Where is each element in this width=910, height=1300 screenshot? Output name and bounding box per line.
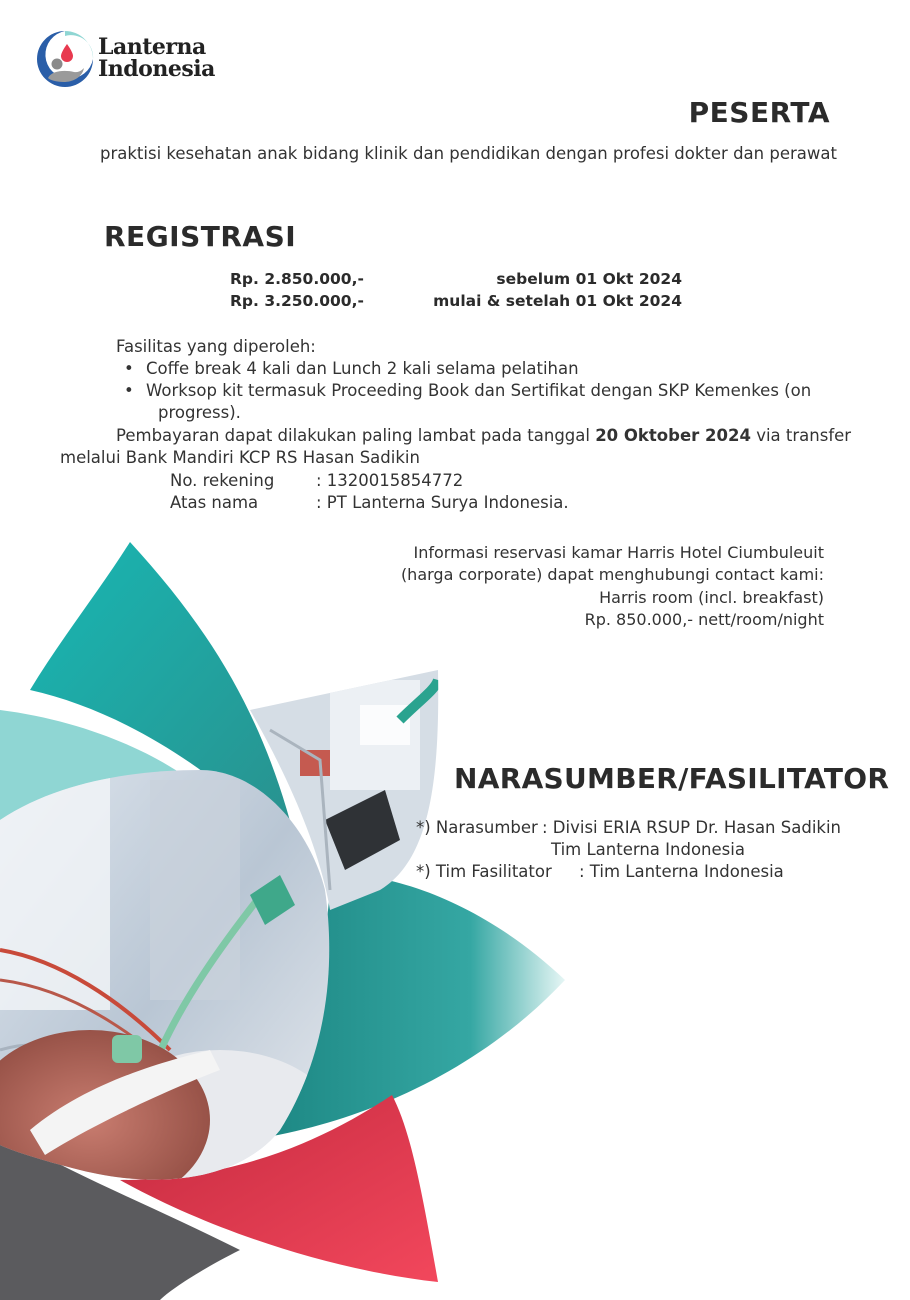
account-name-value: : PT Lanterna Surya Indonesia. (316, 493, 569, 512)
account-value: : 1320015854772 (316, 471, 464, 490)
account-label: No. rekening (170, 471, 275, 490)
speaker-value-1: : Divisi ERIA RSUP Dr. Hasan Sadikin (542, 818, 841, 837)
lanterna-logo-icon (34, 28, 96, 90)
decorative-flower-graphic (0, 530, 600, 1300)
facilitator-value: : Tim Lanterna Indonesia (579, 862, 784, 881)
payment-line-2: melalui Bank Mandiri KCP RS Hasan Sadikin (60, 448, 420, 467)
payment-prefix: Pembayaran dapat dilakukan paling lambat pada tanggal (116, 426, 596, 445)
speaker-label: *) Narasumber (416, 818, 538, 837)
bullet-icon: • (124, 359, 134, 378)
hotel-info-line-3: Harris room (incl. breakfast) (599, 588, 824, 607)
logo-wordmark (98, 36, 215, 80)
price-amount-1: Rp. 2.850.000,- (230, 270, 364, 288)
registrasi-title: REGISTRASI (104, 220, 297, 253)
price-condition-2: mulai & setelah 01 Okt 2024 (433, 292, 682, 310)
facility-item-2-continued: progress). (158, 403, 241, 422)
facility-item-2: Worksop kit termasuk Proceeding Book dan Sertifikat dengan SKP Kemenkes (on (146, 381, 812, 400)
payment-line-1 (116, 426, 851, 445)
narasumber-title: NARASUMBER/FASILITATOR (454, 762, 890, 795)
account-name-label: Atas nama (170, 493, 259, 512)
logo-line-2: Indonesia (98, 56, 215, 82)
hotel-info-line-1: Informasi reservasi kamar Harris Hotel Ciumbuleuit (413, 543, 824, 562)
payment-date: 20 Oktober 2024 (595, 426, 751, 445)
price-condition-1: sebelum 01 Okt 2024 (496, 270, 682, 288)
payment-suffix: via transfer (750, 426, 852, 445)
speaker-value-2: Tim Lanterna Indonesia (551, 840, 745, 859)
hotel-info-line-4: Rp. 850.000,- nett/room/night (584, 610, 824, 629)
facility-item-1: Coffe break 4 kali dan Lunch 2 kali selama pelatihan (146, 359, 579, 378)
logo-line-1: Lanterna (98, 34, 206, 60)
facilitator-label: *) Tim Fasilitator (416, 862, 552, 881)
facilities-label: Fasilitas yang diperoleh: (116, 337, 316, 356)
price-amount-2: Rp. 3.250.000,- (230, 292, 364, 310)
hotel-info-line-2: (harga corporate) dapat menghubungi contact kami: (400, 565, 824, 584)
bullet-icon: • (124, 381, 134, 400)
peserta-title: PESERTA (688, 96, 830, 129)
peserta-description: praktisi kesehatan anak bidang klinik dan pendidikan dengan profesi dokter dan perawat (100, 144, 837, 163)
